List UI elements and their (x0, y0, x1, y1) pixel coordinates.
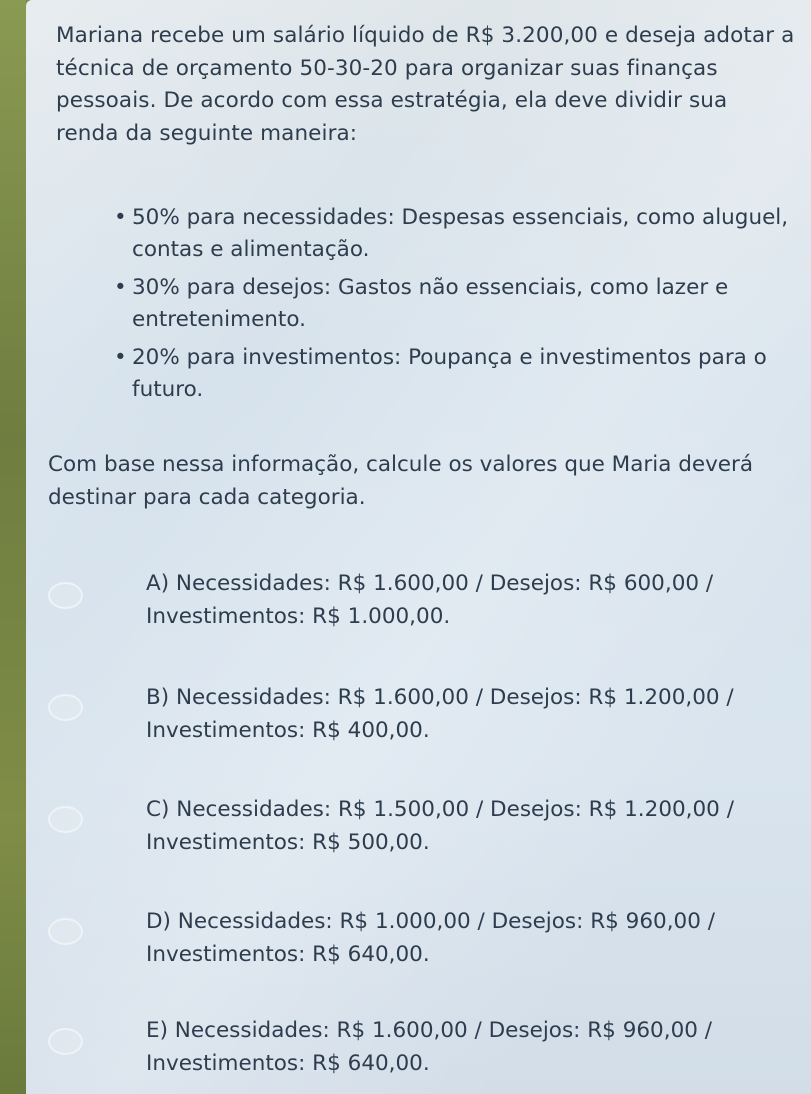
radio-button-icon[interactable] (48, 918, 83, 945)
bullet-icon: • (114, 345, 127, 370)
radio-button-icon[interactable] (48, 806, 83, 833)
question-text: Mariana recebe um salário líquido de R$ 3.200,00 e deseja adotar a técnica de orçamento 50-30-20 para organizar suas finanças pessoais. De acordo com essa estratégia, ela deve dividir sua renda da seguinte maneira: (56, 23, 795, 146)
radio-button-icon[interactable] (48, 694, 83, 721)
list-item (114, 272, 794, 335)
question-prompt: Com base nessa informação, calcule os valores que Maria deverá destinar para cada categoria. (48, 452, 754, 510)
option-label: B) Necessidades: R$ 1.600,00 / Desejos: R$ 1.200,00 / Investimentos: R$ 400,00. (146, 685, 734, 743)
answer-option-b[interactable] (26, 674, 811, 754)
answer-option-e[interactable] (26, 1010, 811, 1090)
bullet-icon: • (114, 275, 127, 300)
option-label: E) Necessidades: R$ 1.600,00 / Desejos: R$ 960,00 / Investimentos: R$ 640,00. (146, 1018, 713, 1076)
bullet-text: 20% para investimentos: Poupança e investimentos para o futuro. (132, 345, 767, 402)
bullet-text: 30% para desejos: Gastos não essenciais, como lazer e entretenimento. (132, 275, 729, 332)
option-label: C) Necessidades: R$ 1.500,00 / Desejos: R$ 1.200,00 / Investimentos: R$ 500,00. (146, 797, 734, 855)
answer-option-a[interactable] (26, 560, 811, 640)
background-strip (0, 0, 26, 1094)
list-item (114, 342, 794, 405)
bullet-icon: • (114, 205, 127, 230)
radio-button-icon[interactable] (48, 1028, 83, 1055)
option-label: D) Necessidades: R$ 1.000,00 / Desejos: R$ 960,00 / Investimentos: R$ 640,00. (146, 909, 715, 967)
budget-rules-list (114, 202, 794, 412)
option-label: A) Necessidades: R$ 1.600,00 / Desejos: R$ 600,00 / Investimentos: R$ 1.000,00. (146, 571, 714, 629)
question-card (26, 0, 811, 1094)
list-item (114, 202, 794, 265)
bullet-text: 50% para necessidades: Despesas essenciais, como aluguel, contas e alimentação. (132, 205, 789, 262)
answer-option-d[interactable] (26, 898, 811, 978)
radio-button-icon[interactable] (48, 582, 83, 609)
answer-option-c[interactable] (26, 786, 811, 866)
